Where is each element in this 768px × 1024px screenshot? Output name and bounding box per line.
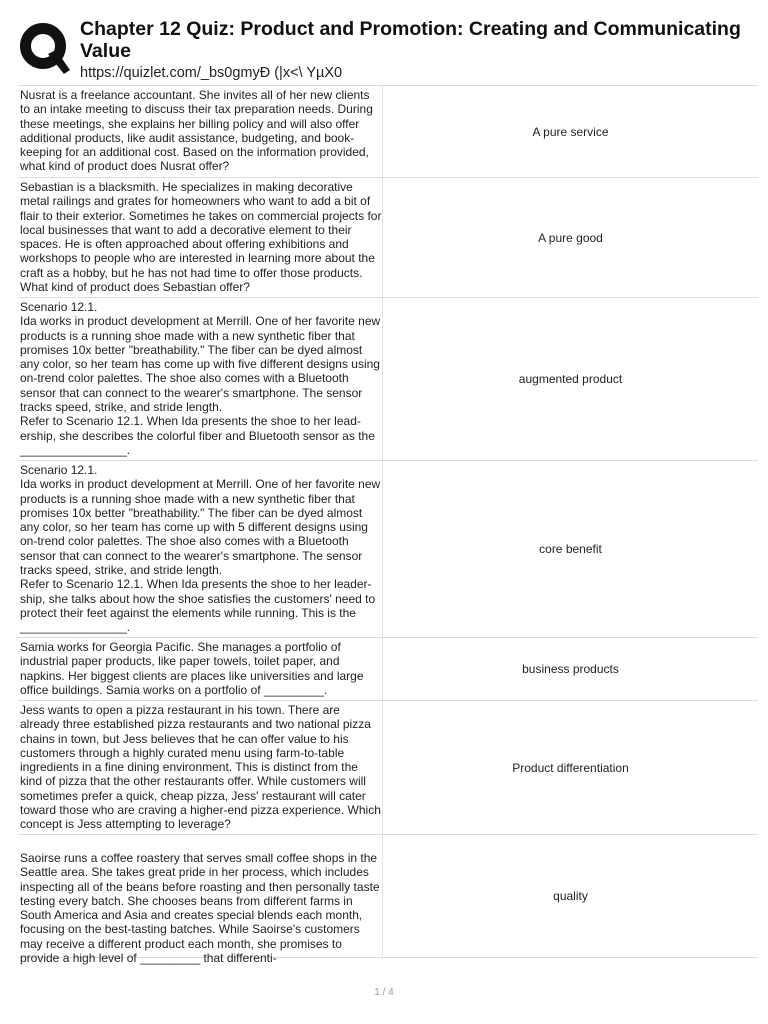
page-title: Chapter 12 Quiz: Product and Promotion: Creating and Communicating Value — [80, 18, 741, 62]
card-term: Saoirse runs a coffee roastery that serves small coffee shops in the Seattle area. She takes great pride in her process, which includes inspecting all of the beans before roasting and then personally taste testing every batch. She chooses beans from different farms in South America and Asia and creates special blends each month, focusing on the best-tasting batches. While Saoirse's customers may receive a different product each month, she promises to provide a high level of _________ that differenti- — [18, 835, 383, 957]
card-definition: quality — [553, 889, 588, 903]
flashcard-row — [18, 460, 758, 637]
flashcard-row — [18, 700, 758, 834]
card-definition: core benefit — [539, 542, 602, 556]
page-header — [0, 0, 768, 86]
card-term: Nusrat is a freelance accountant. She invites all of her new clients to an intake meeting to discuss their tax preparation needs. During these meetings, she explains her billing policy and will also offer additional products, like audit assistance, budgeting, and book-keeping for an additional cost. Based on the information provided, what kind of product does Nusrat offer? — [18, 86, 383, 177]
flashcard-row — [18, 85, 758, 177]
card-term: Sebastian is a blacksmith. He specializes in making decorative metal railings and grates for homeowners who want to add a bit of flair to their exterior. Sometimes he takes on commercial projects for local businesses that want to add a decorative element to their spaces. He is often approached about offering exhibitions and workshops to people who are interested in learning more about the craft as a hobby, but he has not had time to offer those products. What kind of product does Sebastian offer? — [18, 178, 383, 297]
card-definition: business products — [522, 662, 619, 676]
flashcard-row — [18, 637, 758, 700]
card-term: Samia works for Georgia Pacific. She manages a portfolio of industrial paper products, like paper towels, toilet paper, and napkins. Her biggest clients are places like universities and large office buildings. Samia works on a portfolio of _________. — [18, 638, 383, 700]
flashcard-row — [18, 834, 758, 966]
quizlet-logo-icon — [18, 20, 72, 78]
card-term: Jess wants to open a pizza restaurant in his town. There are already three established pizza restaurants and two national pizza chains in town, but Jess believes that he can offer value to his customers through a highly curated menu using farm-to-table ingredients in a fine dining environment. This is distinct from the kind of pizza that the other restaurants offer. While customers will sometimes prefer a quick, cheap pizza, Jess' restaurant will cater toward those who are craving a higher-end pizza experience. Which concept is Jess attempting to leverage? — [18, 701, 383, 834]
flashcard-table — [18, 85, 758, 966]
flashcard-row — [18, 297, 758, 460]
flashcard-row — [18, 177, 758, 297]
card-term: Scenario 12.1. Ida works in product development at Merrill. One of her favorite new products is a running shoe made with a new synthetic fiber that promises 10x better "breathability." The fiber can be dyed almost any color, so her team has come up with five different designs using on-trend color palettes. The shoe also comes with a Bluetooth sensor that can connect to the wearer's smartphone. The sensor tracks speed, strike, and stride length. Refer to Scenario 12.1. When Ida presents the shoe to her lead-ership, she describes the colorful fiber and Bluetooth sensor as the ________________. — [18, 298, 383, 460]
source-url: https://quizlet.com/_bs0gmyÐ (|x<\ YµX0 — [80, 65, 343, 81]
page-number: 1 / 4 — [374, 987, 394, 998]
card-definition: Product differentiation — [512, 760, 629, 775]
card-definition: A pure good — [538, 230, 603, 245]
card-definition: augmented product — [518, 372, 623, 386]
card-term: Scenario 12.1. Ida works in product development at Merrill. One of her favorite new products is a running shoe made with a new synthetic fiber that promises 10x better "breathability." The fiber can be dyed almost any color, so her team has come up with 5 different designs using on-trend color palettes. The shoe also comes with a Bluetooth sensor that can connect to the wearer's smartphone. The sensor tracks speed, strike, and stride length. Refer to Scenario 12.1. When Ida presents the shoe to her leader-ship, she talks about how the shoe satisfies the customers' need to protect their feet against the elements while running. This is the ________________. — [18, 461, 383, 637]
card-definition: A pure service — [532, 124, 609, 139]
